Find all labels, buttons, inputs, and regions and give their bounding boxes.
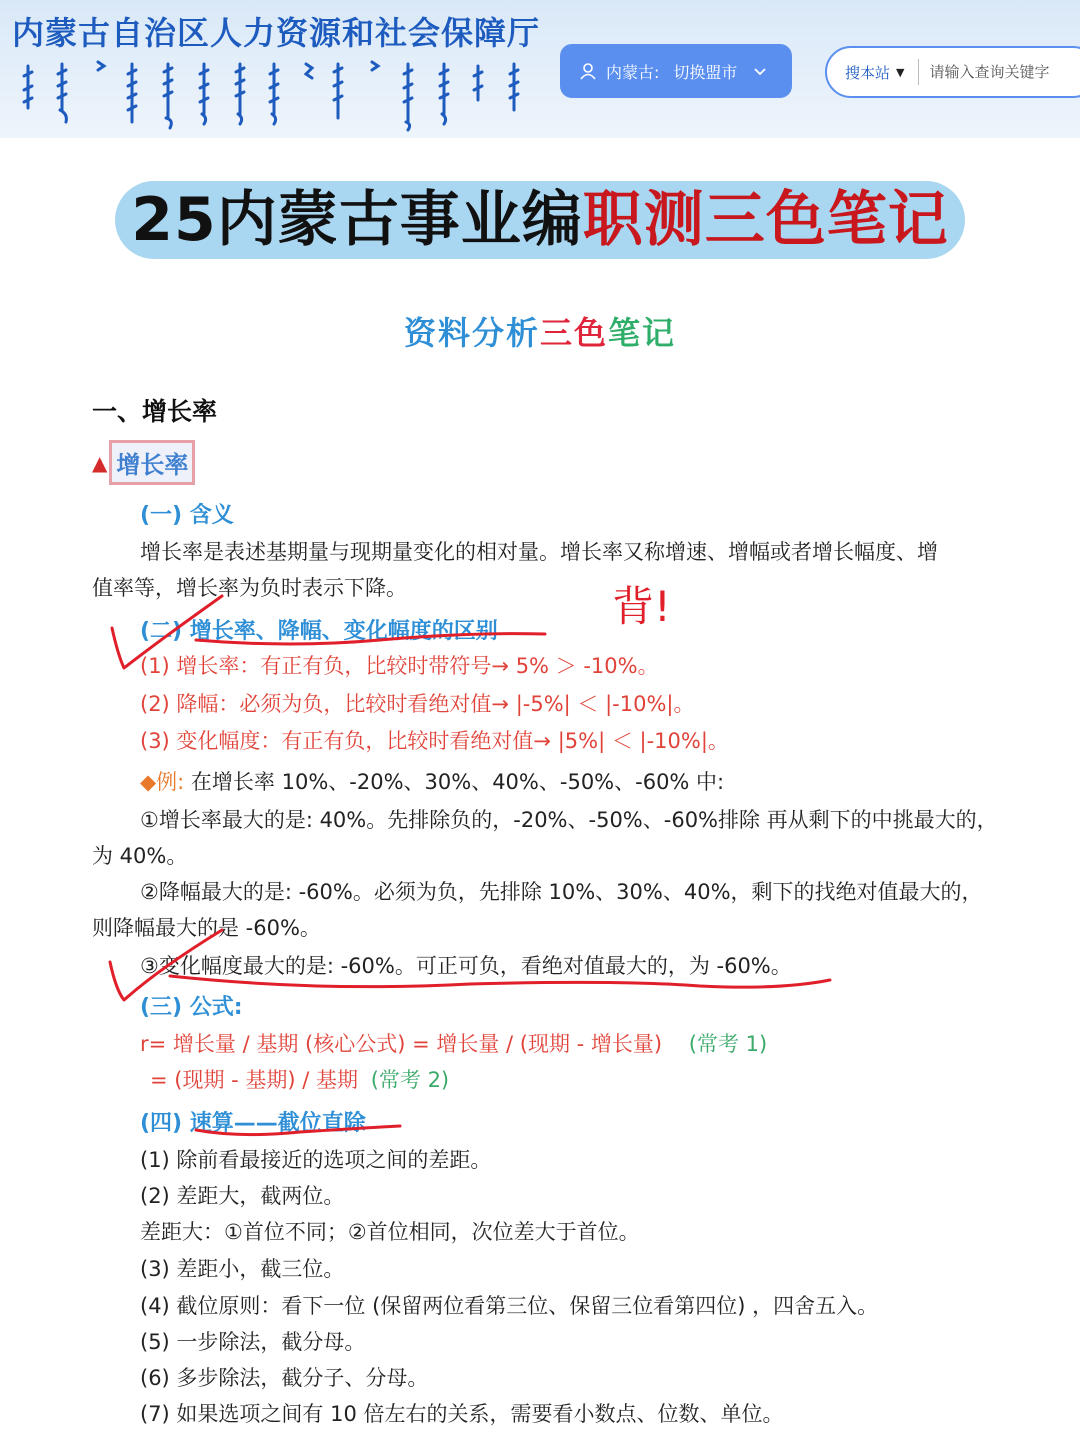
example-3: ③变化幅度最大的是: -60%。可正可负，看绝对值最大的，为 -60%。 bbox=[140, 954, 792, 978]
search-input[interactable] bbox=[929, 63, 1079, 81]
section-difference-prefix: (二) bbox=[140, 619, 183, 644]
search-divider bbox=[918, 59, 919, 85]
mongolian-title bbox=[20, 58, 540, 134]
heading-growth-rate: 一、增长率 bbox=[92, 397, 218, 426]
rule-decline: (2) 降幅：必须为负，比较时看绝对值→ |-5%| ＜ |-10%|。 bbox=[140, 692, 695, 716]
user-icon bbox=[578, 61, 598, 81]
chevron-down-icon bbox=[753, 64, 767, 78]
title-highlight bbox=[115, 181, 965, 259]
org-title: 内蒙古自治区人力资源和社会保障厅 bbox=[12, 14, 541, 52]
dropdown-arrow-icon: ▼ bbox=[896, 65, 905, 79]
subtitle-part-blue: 资料分析 bbox=[403, 314, 540, 352]
title-part-black: 25内蒙古事业编 bbox=[131, 185, 583, 255]
quick-calc-5: (5) 一步除法，截分母。 bbox=[140, 1330, 366, 1354]
quick-calc-6: (6) 多步除法，截分子、分母。 bbox=[140, 1366, 429, 1390]
rule-change-range: (3) 变化幅度：有正有负，比较时看绝对值→ |5%| ＜ |-10%|。 bbox=[140, 729, 729, 753]
section-quick-calc-title: 速算——截位直除 bbox=[189, 1111, 366, 1136]
page-title bbox=[0, 172, 1080, 258]
section-title bbox=[0, 308, 1080, 354]
formula-2-note: (常考 2) bbox=[370, 1068, 450, 1092]
region-label: 内蒙古: bbox=[606, 62, 660, 82]
site-header bbox=[0, 0, 1080, 138]
example-label: ◆例: bbox=[140, 770, 185, 794]
quick-calc-3: (3) 差距小，截三位。 bbox=[140, 1257, 345, 1281]
paragraph-meaning-2: 值率等，增长率为负时表示下降。 bbox=[92, 576, 407, 600]
example-text: 在增长率 10%、-20%、30%、40%、-50%、-60% 中: bbox=[190, 770, 725, 794]
section-meaning: (一) 含义 bbox=[140, 503, 234, 528]
example-1a: ①增长率最大的是: 40%。先排除负的，-20%、-50%、-60%排除 再从剩下的中挑最大的， bbox=[140, 808, 998, 832]
section-quick-calc-prefix: (四) bbox=[140, 1111, 183, 1136]
example-intro bbox=[140, 766, 724, 796]
paragraph-meaning-1: 增长率是表述基期量与现期量变化的相对量。增长率又称增速、增幅或者增长幅度、增 bbox=[140, 540, 938, 564]
example-2b: 则降幅最大的是 -60%。 bbox=[92, 916, 321, 940]
triangle-icon: ▲ bbox=[92, 450, 108, 475]
quick-calc-2: (2) 差距大，截两位。 bbox=[140, 1184, 345, 1208]
topic-tag-label: 增长率 bbox=[109, 440, 195, 485]
title-part-red: 职测三色笔记 bbox=[582, 185, 949, 255]
handwritten-note: 背! bbox=[612, 582, 671, 631]
section-quick-calc bbox=[140, 1106, 366, 1137]
formula-1-text: r= 增长量 / 基期 (核心公式) = 增长量 / (现期 - 增长量) bbox=[140, 1032, 663, 1056]
mongolian-script-graphic bbox=[20, 58, 540, 134]
subtitle-part-red: 三色 bbox=[539, 314, 608, 352]
formula-1 bbox=[140, 1028, 767, 1058]
section-formula: (三) 公式: bbox=[140, 995, 243, 1020]
search-scope-label: 搜本站 bbox=[845, 63, 891, 82]
switch-label: 切换盟市 bbox=[673, 62, 738, 82]
quick-calc-2b: 差距大：①首位不同；②首位相同，次位差大于首位。 bbox=[140, 1220, 640, 1244]
example-1b: 为 40%。 bbox=[92, 844, 188, 868]
quick-calc-7: (7) 如果选项之间有 10 倍左右的关系，需要看小数点、位数、单位。 bbox=[140, 1402, 784, 1426]
quick-calc-4: (4) 截位原则：看下一位 (保留两位看第三位、保留三位看第四位) ，四舍五入。 bbox=[140, 1294, 879, 1318]
city-switch-button[interactable] bbox=[560, 44, 792, 98]
subtitle-part-green: 笔记 bbox=[608, 314, 677, 352]
section-difference-title: 增长率、降幅、变化幅度的区别 bbox=[189, 619, 498, 644]
formula-2-text: = (现期 - 基期) / 基期 bbox=[150, 1068, 359, 1092]
section-difference bbox=[140, 614, 498, 645]
search-scope-select[interactable] bbox=[845, 62, 904, 83]
example-2a: ②降幅最大的是: -60%。必须为负，先排除 10%、30%、40%，剩下的找绝对值最大的， bbox=[140, 880, 983, 904]
formula-1-note: (常考 1) bbox=[688, 1032, 768, 1056]
topic-tag bbox=[92, 440, 195, 485]
quick-calc-1: (1) 除前看最接近的选项之间的差距。 bbox=[140, 1148, 492, 1172]
rule-growth-rate: (1) 增长率：有正有负，比较时带符号→ 5% ＞ -10%。 bbox=[140, 654, 659, 678]
formula-2 bbox=[150, 1064, 449, 1094]
search-box bbox=[825, 46, 1080, 98]
